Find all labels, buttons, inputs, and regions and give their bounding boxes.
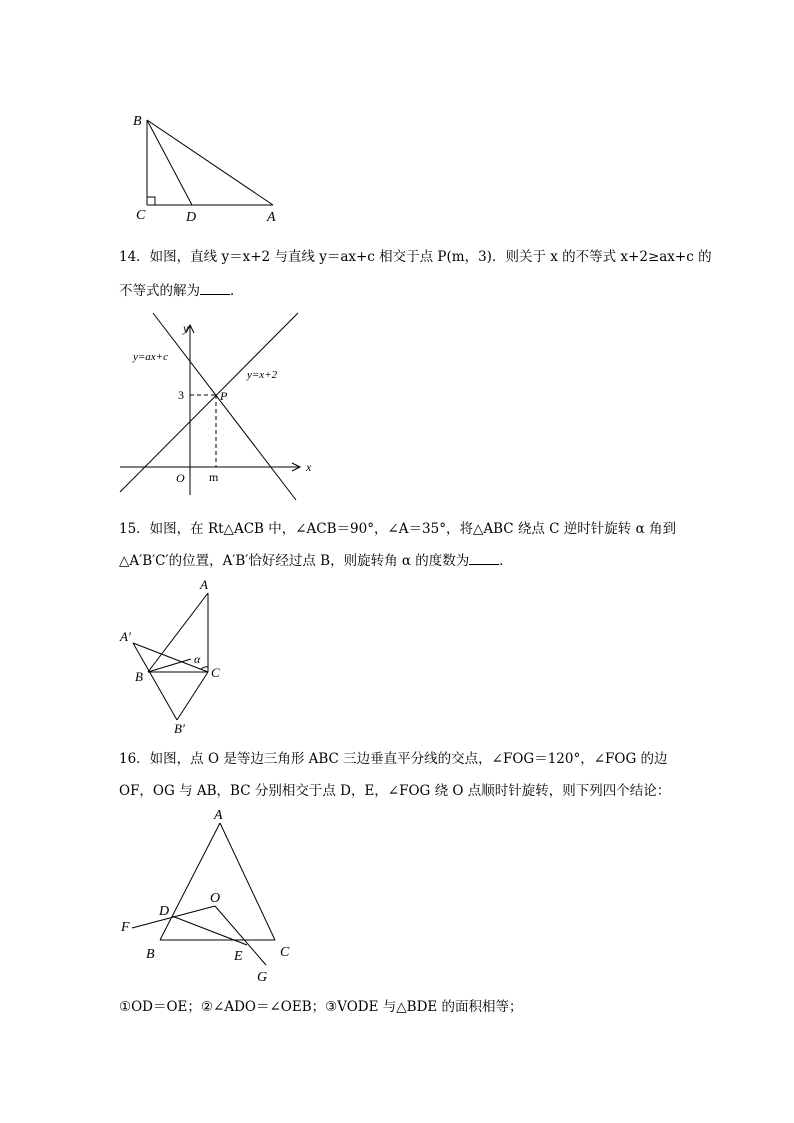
label-a: A: [214, 808, 223, 823]
label-d: D: [159, 904, 170, 919]
label-a-prime: A′: [120, 629, 131, 644]
origin-label: O: [176, 471, 185, 485]
question-14-line-2: [119, 282, 244, 300]
answer-blank: [200, 282, 230, 295]
label-a: A: [200, 577, 208, 592]
question-14-end: ．: [230, 283, 244, 299]
figure-linear-functions: [110, 305, 330, 505]
question-16-line-1: 16．如图，点 O 是等边三角形 ABC 三边垂直平分线的交点，∠FOG＝120°，∠FOG 的边: [119, 751, 668, 767]
line-x-2-label: y=x+2: [247, 369, 278, 381]
question-15-line-2: [119, 552, 513, 570]
y-tick-3: 3: [178, 388, 184, 402]
y-axis-label: y: [183, 321, 189, 335]
label-b: B: [146, 947, 155, 962]
figure-equilateral-triangle: [110, 805, 310, 990]
label-c: C: [211, 665, 220, 680]
x-tick-m: m: [209, 470, 219, 484]
question-16-line-2: OF，OG 与 AB，BC 分别相交于点 D，E，∠FOG 绕 O 点顺时针旋转，则下列四个结论：: [119, 783, 671, 799]
conclusions-line: ①OD＝OE；②∠ADO＝∠OEB；③VODE 与△BDE 的面积相等；: [119, 999, 523, 1015]
label-b-prime: B′: [174, 721, 185, 736]
question-14-line-1: 14．如图，直线 y＝x+2 与直线 y＝ax+c 相交于点 P(m，3)．则关于 x 的不等式 x+2≥ax+c 的: [119, 249, 712, 265]
label-d: D: [186, 210, 197, 225]
figure-right-triangle-bcd-a: [120, 108, 300, 228]
label-o: O: [210, 891, 221, 906]
question-15-line-2-text: △A′B′C′的位置，A′B′恰好经过点 B，则旋转角 α 的度数为: [119, 553, 470, 569]
label-alpha: α: [194, 652, 201, 666]
label-b: B: [133, 114, 142, 129]
label-f: F: [121, 920, 130, 935]
label-e: E: [234, 949, 243, 964]
label-c: C: [136, 208, 146, 223]
answer-blank: [469, 552, 499, 565]
point-p-label: P: [220, 389, 228, 403]
line-ax-c-label: y=ax+c: [133, 351, 168, 363]
x-axis-label: x: [306, 460, 312, 474]
question-14-line-2-text: 不等式的解为: [119, 283, 200, 299]
question-15-end: ．: [499, 553, 513, 569]
figure-rotated-triangle: [110, 575, 240, 740]
label-g: G: [257, 970, 268, 985]
label-c: C: [280, 945, 290, 960]
question-15-line-1: 15．如图，在 Rt△ACB 中，∠ACB＝90°，∠A＝35°，将△ABC 绕点 C 逆时针旋转 α 角到: [119, 521, 676, 537]
label-b: B: [135, 669, 143, 684]
label-a: A: [267, 210, 276, 225]
